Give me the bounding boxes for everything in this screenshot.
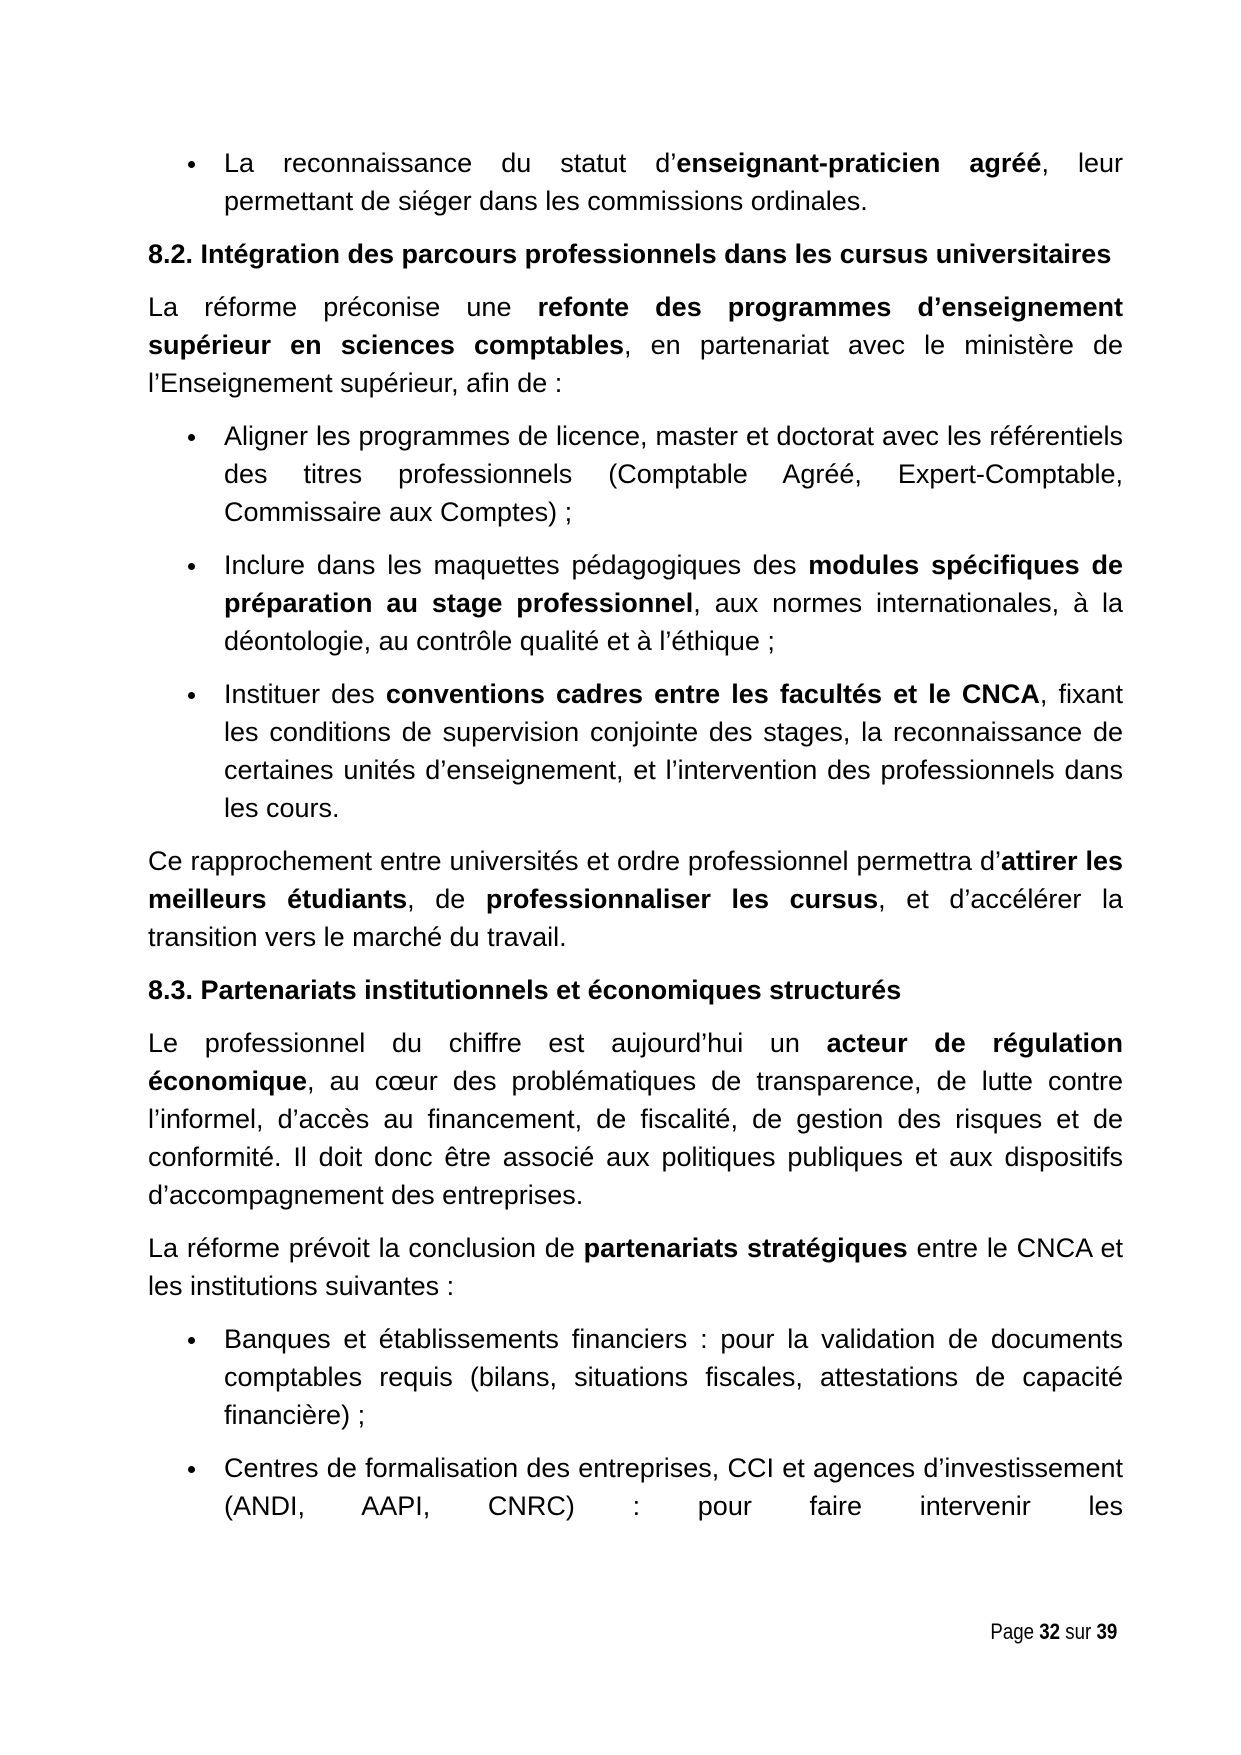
list-item-emphasis: enseignant-praticien agréé xyxy=(676,148,1042,178)
paragraph-text: La réforme prévoit la conclusion de xyxy=(148,1233,584,1263)
section-8-2-conclusion xyxy=(148,842,1123,956)
list-item-text: , aux normes internationales, à la déontologie, au contrôle qualité et à l’éthique ; xyxy=(224,588,1123,656)
total-page-count: 39 xyxy=(1096,1619,1117,1644)
list-item xyxy=(148,1449,1123,1525)
page-separator: sur xyxy=(1065,1619,1091,1644)
paragraph-text: , et d’accélérer la transition vers le marché du travail. xyxy=(148,884,1123,952)
paragraph-emphasis: attirer les meilleurs étudiants xyxy=(148,846,1123,914)
list-item-text: , fixant les conditions de supervision conjointe des stages, la reconnaissance de certaines unités d’enseignement, et l’intervention des professionnels dans les cours. xyxy=(224,679,1123,823)
list-item-text: , leur permettant de siéger dans les commissions ordinales. xyxy=(224,148,1123,216)
paragraph-text: , en partenariat avec le ministère de l’Enseignement supérieur, afin de : xyxy=(148,330,1123,398)
bullet-list-8-3 xyxy=(148,1320,1123,1525)
paragraph-text: entre le CNCA et les institutions suivantes : xyxy=(148,1233,1124,1301)
list-item-emphasis: conventions cadres entre les facultés et le CNCA xyxy=(385,679,1040,709)
bullet-icon xyxy=(188,1337,195,1344)
page-label: Page xyxy=(990,1619,1034,1644)
current-page-number: 32 xyxy=(1038,1619,1060,1644)
list-item xyxy=(148,546,1123,660)
paragraph-text: La réforme préconise une xyxy=(148,292,538,322)
paragraph-text: Le professionnel du chiffre est aujourd’hui un xyxy=(148,1028,827,1058)
list-item-text: Inclure dans les maquettes pédagogiques des xyxy=(224,550,809,580)
bullet-icon xyxy=(188,434,195,441)
page-number-footer xyxy=(990,1618,1117,1646)
list-item-emphasis: modules spécifiques de préparation au stage professionnel xyxy=(224,550,1123,618)
list-item-text: Aligner les programmes de licence, master et doctorat avec les référentiels des titres professionnels (Comptable Agréé, Expert-Comptable, Commissaire aux Comptes) ; xyxy=(224,421,1123,527)
list-item xyxy=(148,1320,1123,1434)
list-item-text: Instituer des xyxy=(224,679,386,709)
list-item xyxy=(148,144,1123,220)
paragraph-text: , de xyxy=(407,884,486,914)
section-8-3-paragraph-1 xyxy=(148,1024,1123,1214)
bullet-icon xyxy=(188,692,195,699)
paragraph-emphasis: partenariats stratégiques xyxy=(583,1233,908,1263)
bullet-list-top xyxy=(148,144,1123,220)
list-item-text: Centres de formalisation des entreprises, CCI et agences d’investissement (ANDI, AAPI, CNRC) : pour faire intervenir les xyxy=(224,1453,1123,1521)
section-8-2-intro xyxy=(148,288,1123,402)
section-heading-8-2: 8.2. Intégration des parcours professionnels dans les cursus universitaires xyxy=(148,239,1112,269)
list-item xyxy=(148,417,1123,531)
section-heading-8-3: 8.3. Partenariats institutionnels et économiques structurés xyxy=(148,975,902,1005)
bullet-list-8-2 xyxy=(148,417,1123,827)
paragraph-text: Ce rapprochement entre universités et ordre professionnel permettra d’ xyxy=(148,846,1001,876)
paragraph-emphasis: refonte des programmes d’enseignement supérieur en sciences comptables xyxy=(148,292,1124,360)
paragraph-emphasis: acteur de régulation économique xyxy=(148,1028,1123,1096)
list-item xyxy=(148,675,1123,827)
bullet-icon xyxy=(188,1466,195,1473)
list-item-text: La reconnaissance du statut d’ xyxy=(224,148,677,178)
list-item-text: Banques et établissements financiers : pour la validation de documents comptables requis (bilans, situations fiscales, attestations de capacité financière) ; xyxy=(224,1324,1123,1430)
paragraph-text: , au cœur des problématiques de transparence, de lutte contre l’informel, d’accès au financement, de fiscalité, de gestion des risques et de conformité. Il doit donc être associé aux politiques publiques et aux dispositifs d’accompagnement des entreprises. xyxy=(148,1066,1123,1210)
section-8-3-paragraph-2 xyxy=(148,1229,1123,1305)
page-content xyxy=(148,144,1123,1540)
bullet-icon xyxy=(188,161,195,168)
bullet-icon xyxy=(188,563,195,570)
paragraph-emphasis: professionnaliser les cursus xyxy=(485,884,879,914)
